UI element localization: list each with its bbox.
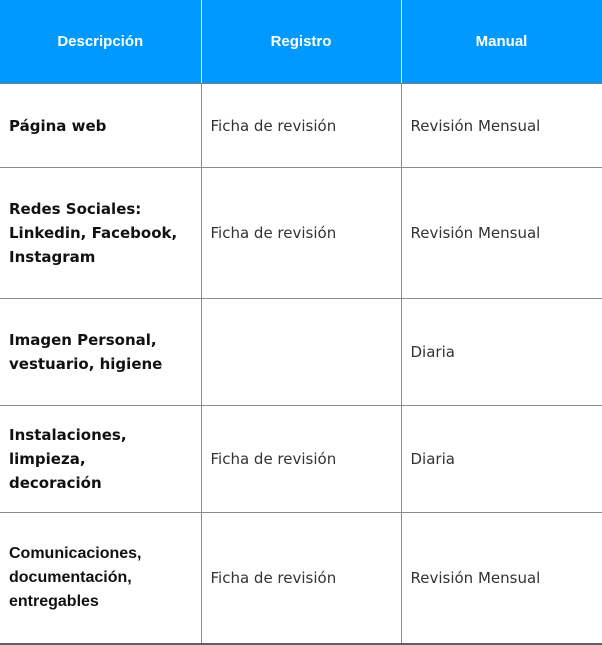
table-row (0, 168, 602, 299)
descripcion-line: decoración (9, 474, 102, 492)
descripcion-line: Instagram (9, 248, 96, 266)
manual-cell: Revisión Mensual (401, 513, 602, 644)
descripcion-cell (0, 84, 201, 168)
header-manual: Manual (401, 0, 602, 84)
descripcion-line: Instalaciones, limpieza, (9, 426, 127, 468)
descripcion-cell (0, 513, 201, 644)
table-row (0, 513, 602, 644)
descripcion-line: documentación, (9, 568, 132, 586)
registro-cell (201, 299, 401, 406)
descripcion-line: vestuario, higiene (9, 355, 163, 373)
manual-cell: Revisión Mensual (401, 168, 602, 299)
manual-cell: Revisión Mensual (401, 84, 602, 168)
registro-cell: Ficha de revisión (201, 513, 401, 644)
table-row (0, 84, 602, 168)
descripcion-line: Redes Sociales: (9, 200, 142, 218)
descripcion-cell (0, 168, 201, 299)
header-registro: Registro (201, 0, 401, 84)
descripcion-line: Página web (9, 116, 107, 135)
descripcion-line: Comunicaciones, (9, 544, 142, 562)
table-row (0, 299, 602, 406)
registro-cell: Ficha de revisión (201, 84, 401, 168)
header-descripcion: Descripción (0, 0, 201, 84)
manual-cell: Diaria (401, 406, 602, 513)
descripcion-line: Imagen Personal, (9, 331, 157, 349)
table-row (0, 406, 602, 513)
header-row (0, 0, 602, 84)
manual-cell: Diaria (401, 299, 602, 406)
registro-cell: Ficha de revisión (201, 168, 401, 299)
descripcion-line: entregables (9, 592, 99, 610)
descripcion-cell (0, 406, 201, 513)
descripcion-cell (0, 299, 201, 406)
descripcion-line: Linkedin, Facebook, (9, 224, 178, 242)
registro-cell: Ficha de revisión (201, 406, 401, 513)
